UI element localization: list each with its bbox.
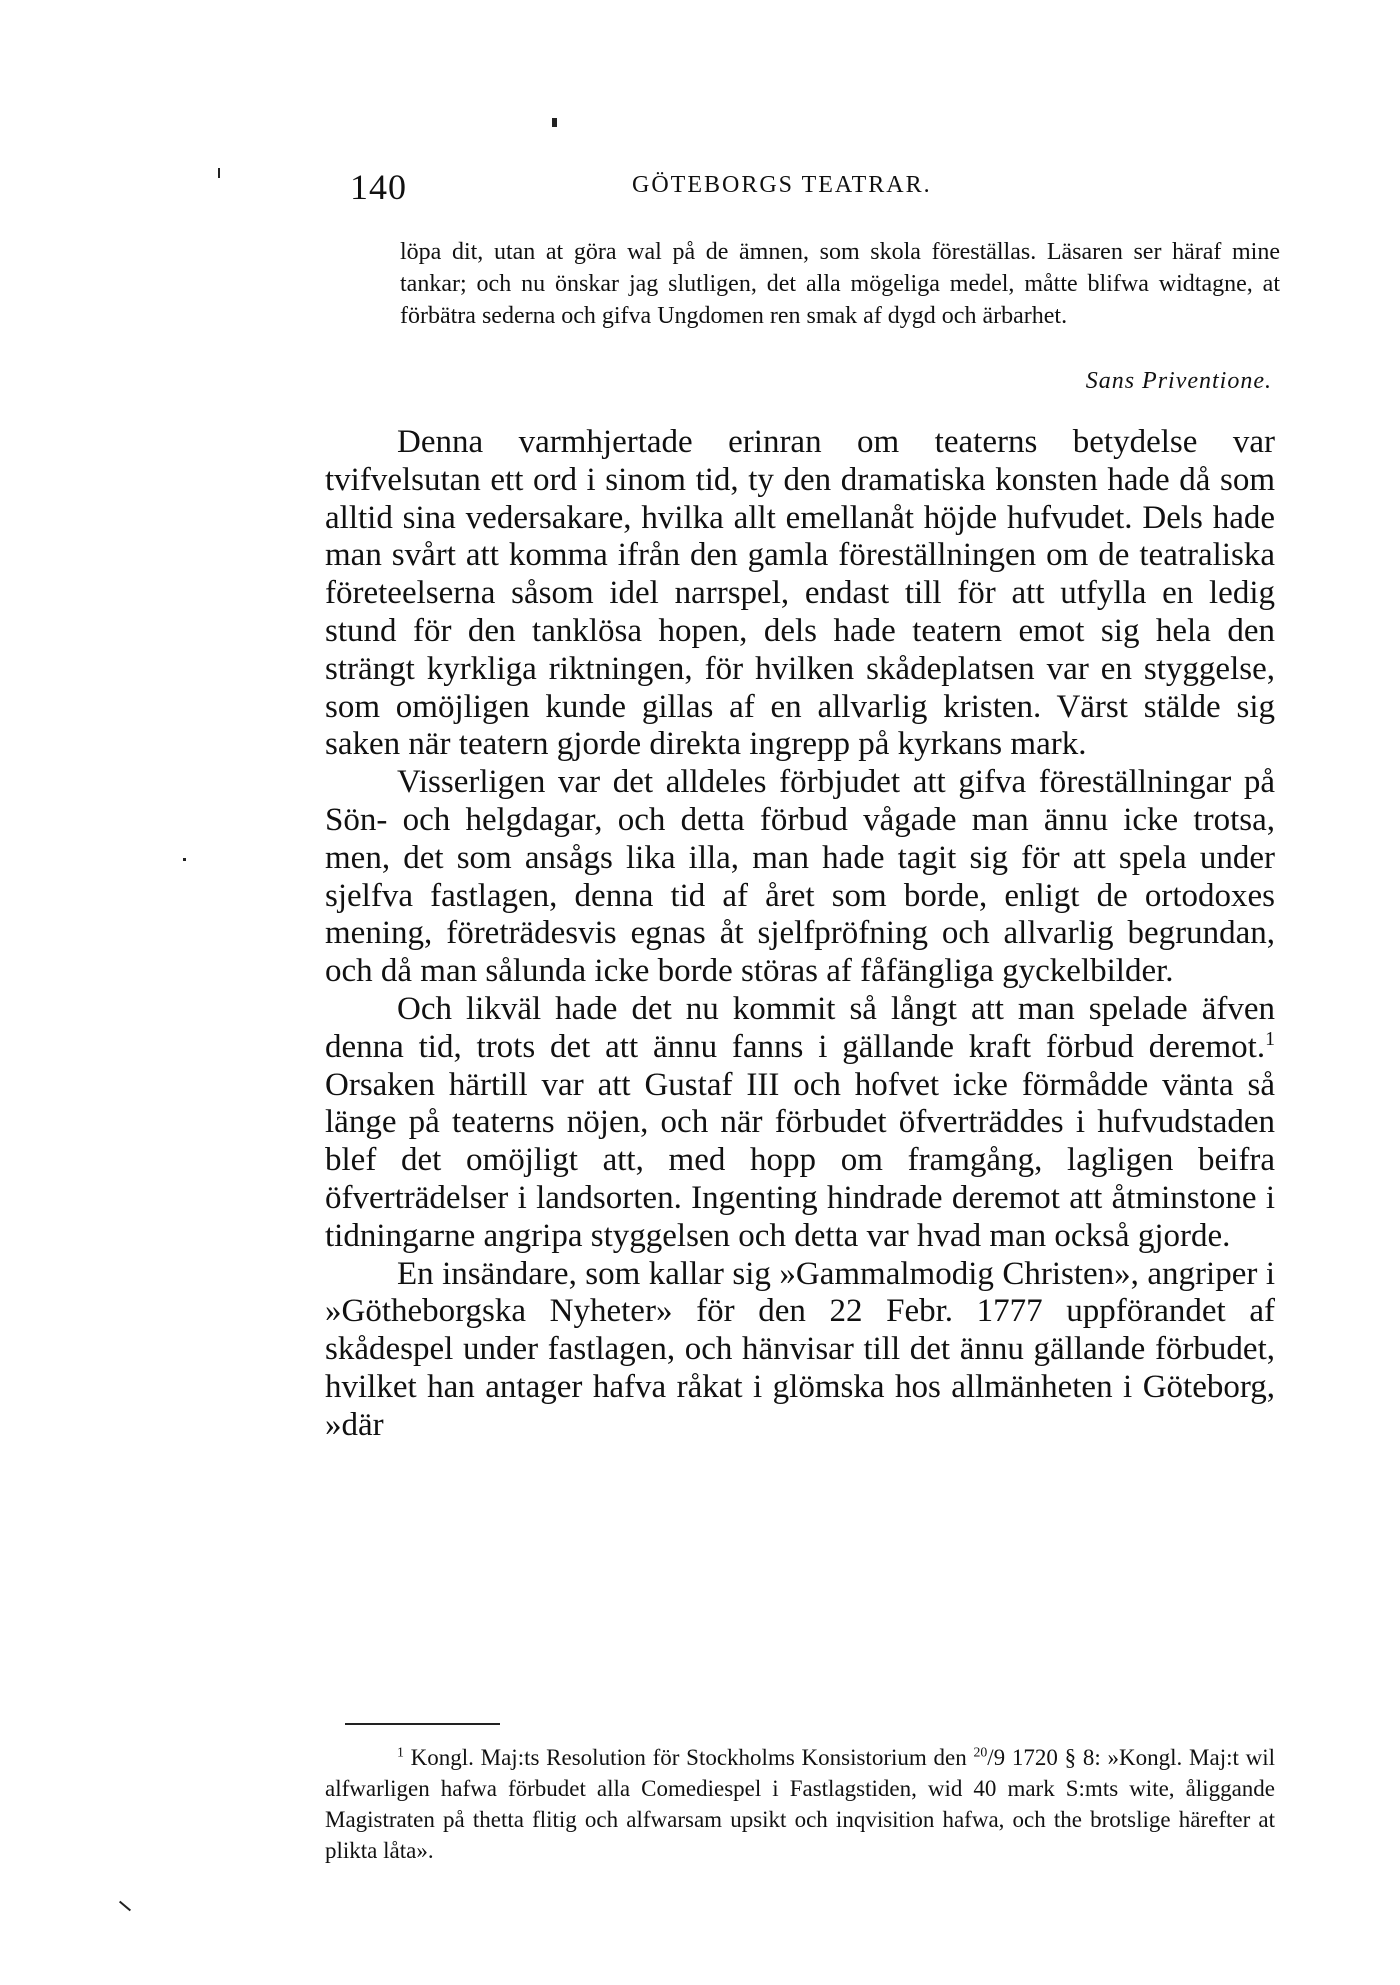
quote-text: löpa dit, utan at göra wal på de ämnen, som skola föreställas. Läsaren ser häraf mine tankar; och nu önskar jag slutligen, det alla mögeliga medel, måtte blifwa widtagne, at förbätra sederna och gifva Ungdomen ren smak af dygd och ärbarhet. xyxy=(400,239,1280,329)
quote-signature: Sans Priventione. xyxy=(1085,368,1272,394)
running-head: GÖTEBORGS TEATRAR. xyxy=(632,172,932,198)
footnote-marker: 1 xyxy=(397,1744,404,1760)
page-number: 140 xyxy=(350,167,407,207)
scan-speck xyxy=(218,168,220,178)
footnote-body-continued: /9 1720 § 8: »Kongl. Maj:t wil alfwarligen hafwa förbudet alla Comediespel i Fastlagstiden, wid 40 mark S:mts wite, åliggande Magistraten på thetta flitig och alfwarsam upsikt och inqvisition hafwa, och the brotslige härefter at plikta låta». xyxy=(325,1745,1275,1863)
body-text xyxy=(325,424,1275,1445)
paragraph-text: Orsaken härtill var att Gustaf III och hofvet icke förmådde vänta så länge på teaterns nöjen, och när förbudet öfverträddes i hufvudstaden blef det omöjligt att, med hopp om framgång, lagligen beifra öfverträdelser i landsorten. Ingenting hindrade deremot att åtminstone i tidningarne angripa styggelsen och detta var hvad man också gjorde. xyxy=(325,1066,1275,1254)
paragraph: Denna varmhjertade erinran om teaterns betydelse var tvifvelsutan ett ord i sinom tid, ty den dramatiska konsten hade då som alltid sina vedersakare, hvilka allt emellanåt höjde hufvudet. Dels hade man svårt att komma ifrån den gamla föreställningen om de teatraliska företeelserna såsom idel narrspel, endast till för att utfylla en ledig stund för den tanklösa hopen, dels hade teatern emot sig hela den strängt kyrkliga riktningen, för hvilken skådeplatsen var en styggelse, som omöjligen kunde gillas af en allvarlig kristen. Värst stälde sig saken när teatern gjorde direkta ingrepp på kyrkans mark. xyxy=(325,424,1275,763)
page-header xyxy=(350,166,1290,216)
footnote xyxy=(325,1742,1275,1866)
paragraph-text: Och likväl hade det nu kommit så långt att man spelade äfven denna tid, trots det att ännu fanns i gällande kraft förbud deremot. xyxy=(325,990,1275,1065)
scan-speck xyxy=(552,118,557,127)
paragraph: Visserligen var det alldeles förbjudet att gifva föreställningar på Sön- och helgdagar, och detta förbud vågade man ännu icke trotsa, men, det som ansågs lika illa, man hade tagit sig för att spela under sjelfva fastlagen, denna tid af året som borde, enligt de ortodoxes mening, företrädesvis egnas åt sjelfpröfning och allvarlig begrundan, och då man sålunda icke borde störas af fåfängliga gyckelbilder. xyxy=(325,764,1275,990)
footnote-body: Kongl. Maj:ts Resolution för Stockholms Konsistorium den xyxy=(403,1745,974,1770)
footnote-text xyxy=(325,1742,1275,1866)
quoted-passage xyxy=(400,236,1280,332)
footnote-date-superscript: 20 xyxy=(973,1744,988,1760)
scan-speck xyxy=(119,1901,131,1912)
footnote-reference: 1 xyxy=(1265,1027,1275,1050)
footnote-divider xyxy=(345,1723,500,1725)
paragraph: En insändare, som kallar sig »Gammalmodig Christen», angriper i »Götheborgska Nyheter» för den 22 Febr. 1777 uppförandet af skådespel under fastlagen, och hänvisar till det ännu gällande förbudet, hvilket han antager hafva råkat i glömska hos allmänheten i Göteborg, »där xyxy=(325,1255,1275,1443)
paragraph xyxy=(325,991,1275,1256)
scan-speck xyxy=(183,858,186,861)
